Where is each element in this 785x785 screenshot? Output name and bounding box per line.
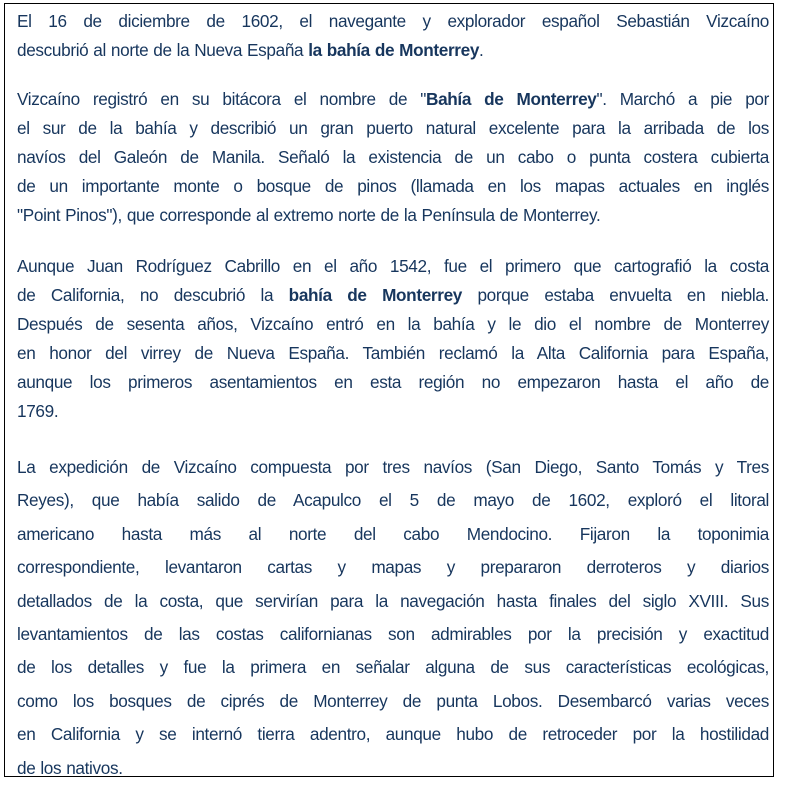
text-run: 1769. (17, 401, 59, 421)
text-line (17, 651, 769, 684)
text-line (17, 518, 769, 551)
text-run: de un importante monte o bosque de pinos (llamada en los mapas actuales en inglés (17, 176, 769, 196)
text-line (17, 752, 769, 785)
text-run: "Point Pinos"), que corresponde al extremo norte de la Península de Monterrey. (17, 205, 601, 225)
text-line (17, 7, 769, 36)
text-run: de California, no descubrió la (17, 285, 289, 305)
text-line (17, 114, 769, 143)
text-run: descubrió al norte de la Nueva España (17, 40, 309, 60)
text-run: porque estaba envuelta en niebla. (462, 285, 769, 305)
paragraph-2 (17, 85, 769, 230)
text-run: aunque los primeros asentamientos en esta región no empezaron hasta el año de (17, 372, 769, 392)
text-line (17, 36, 769, 65)
text-line (17, 618, 769, 651)
paragraph-1 (17, 7, 769, 65)
text-run: en honor del virrey de Nueva España. También reclamó la Alta California para España, (17, 343, 769, 363)
text-run: correspondiente, levantaron cartas y mapas y prepararon derroteros y diarios (17, 557, 769, 578)
bold-text-run: la bahía de Monterrey (308, 40, 480, 60)
text-run: navíos del Galeón de Manila. Señaló la existencia de un cabo o punta costera cubierta (17, 147, 769, 167)
text-run: de los nativos. (17, 757, 123, 778)
bold-text-run: bahía de Monterrey (288, 285, 463, 305)
text-run: levantamientos de las costas californianas son admirables por la precisión y exactitud (17, 623, 769, 644)
bold-text-run: Bahía de Monterrey (426, 89, 597, 109)
text-run: ". Marchó a pie por (596, 89, 769, 109)
text-line (17, 484, 769, 517)
text-line (17, 281, 769, 310)
text-line (17, 551, 769, 584)
text-line (17, 397, 769, 426)
text-line (17, 310, 769, 339)
text-run: como los bosques de ciprés de Monterrey de punta Lobos. Desembarcó varias veces (17, 690, 769, 711)
text-run: detallados de la costa, que servirían para la navegación hasta finales del siglo XVIII. Sus (17, 590, 769, 611)
text-run: Aunque Juan Rodríguez Cabrillo en el año 1542, fue el primero que cartografió la costa (17, 256, 769, 276)
text-line (17, 368, 769, 397)
text-run: de los detalles y fue la primera en señalar alguna de sus características ecológicas, (17, 657, 769, 678)
text-run: El 16 de diciembre de 1602, el navegante y explorador español Sebastián Vizcaíno (17, 11, 769, 31)
text-line (17, 718, 769, 751)
text-line (17, 585, 769, 618)
document-text-box (4, 3, 774, 777)
paragraph-4 (17, 451, 769, 785)
text-line (17, 85, 769, 114)
text-line (17, 201, 769, 230)
text-run: Reyes), que había salido de Acapulco el 5 de mayo de 1602, exploró el litoral (17, 490, 769, 511)
text-run: americano hasta más al norte del cabo Mendocino. Fijaron la toponimia (17, 523, 769, 544)
text-run: el sur de la bahía y describió un gran puerto natural excelente para la arribada de los (17, 118, 769, 138)
text-line (17, 685, 769, 718)
text-run: Después de sesenta años, Vizcaíno entró en la bahía y le dio el nombre de Monterrey (17, 314, 769, 334)
text-run: en California y se internó tierra adentro, aunque hubo de retroceder por la hostilidad (17, 724, 769, 745)
text-run: La expedición de Vizcaíno compuesta por tres navíos (San Diego, Santo Tomás y Tres (17, 457, 769, 477)
text-line (17, 451, 769, 484)
text-line (17, 339, 769, 368)
text-line (17, 172, 769, 201)
text-line (17, 143, 769, 172)
paragraph-3 (17, 252, 769, 426)
text-run: Vizcaíno registró en su bitácora el nombre de " (17, 89, 427, 109)
text-run: . (479, 40, 484, 60)
text-line (17, 252, 769, 281)
